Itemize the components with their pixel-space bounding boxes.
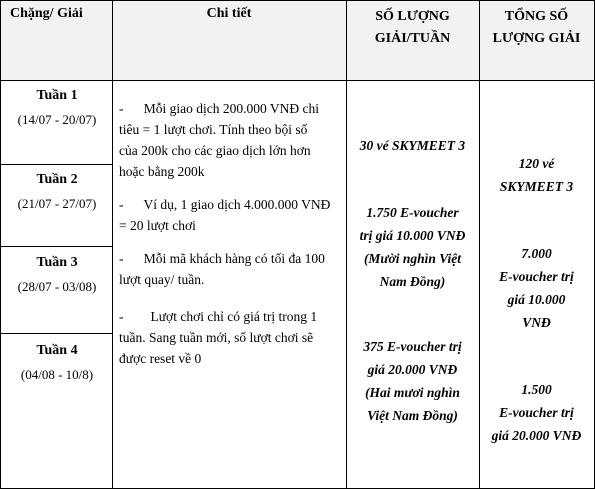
total-tickets-line2: SKYMEET 3 [499, 179, 574, 194]
detail-p3-line1: - Mỗi mã khách hàng có tối đa 100 [119, 251, 325, 266]
per-week-voucher10k-line4: Nam Đồng) [379, 274, 446, 289]
detail-p1-line2: tiêu = 1 lượt chơi. Tính theo bội số [119, 122, 308, 137]
border-week-sep1 [0, 164, 113, 165]
border-col2 [346, 0, 347, 489]
week-1-cell [2, 88, 112, 128]
header-per-week-line2: GIẢI/TUẦN [374, 31, 451, 46]
week-4-dates: (04/08 - 10/8) [20, 367, 94, 382]
border-week-sep3 [0, 333, 113, 334]
border-col1 [112, 0, 113, 489]
per-week-voucher10k-line1: 1.750 E-voucher [366, 205, 459, 220]
week-2-dates: (21/07 - 27/07) [17, 196, 97, 211]
detail-p4-line2: tuần. Sang tuần mới, số lượt chơi sẽ [119, 330, 314, 345]
total-voucher10k-line1: 7.000 [521, 246, 552, 261]
per-week-voucher10k-line2: trị giá 10.000 VNĐ [359, 228, 466, 243]
week-1-dates: (14/07 - 20/07) [17, 112, 97, 127]
per-week-voucher20k-line4: Việt Nam Đồng) [367, 408, 458, 423]
header-total-line1: TỔNG SỐ [504, 9, 569, 24]
detail-p4-line1: - Lượt chơi chỉ có giá trị trong 1 [119, 309, 318, 324]
total-voucher20k-line2: E-voucher trị [499, 405, 574, 420]
border-bottom [0, 488, 595, 489]
week-4-title: Tuần 4 [36, 343, 78, 358]
total-voucher10k-line2: E-voucher trị [499, 269, 574, 284]
detail-p3-line2: lượt quay/ tuần. [119, 272, 205, 287]
detail-p1-line4: hoặc bằng 200k [119, 164, 205, 179]
week-1-title: Tuần 1 [36, 88, 78, 103]
header-per-week [346, 6, 479, 50]
detail-p4-line3: được reset về 0 [119, 351, 202, 366]
border-left [0, 0, 1, 489]
per-week-voucher10k-line3: (Mười nghìn Việt [363, 251, 462, 266]
detail-p1-line3: của 200k cho các giao dịch lớn hơn [119, 143, 311, 158]
header-stage-prize-text: Chặng/ Giải [10, 6, 83, 21]
total-voucher10k-line4: VNĐ [522, 315, 551, 330]
header-detail-text: Chi tiết [206, 6, 252, 21]
header-total-line2: LƯỢNG GIẢI [492, 31, 581, 46]
week-2-title: Tuần 2 [36, 172, 78, 187]
per-week-voucher20k-line1: 375 E-voucher trị [363, 339, 462, 354]
week-4-cell [2, 343, 112, 383]
detail-cell [119, 98, 341, 369]
week-3-dates: (28/07 - 03/08) [17, 279, 97, 294]
total-voucher10k-line3: giá 10.000 [507, 292, 566, 307]
total-voucher20k-line3: giá 20.000 VNĐ [491, 428, 582, 443]
border-header-gap [112, 80, 595, 81]
total-voucher20k-line1: 1.500 [521, 382, 552, 397]
week-3-cell [2, 255, 112, 295]
total-cell [479, 152, 594, 447]
detail-p2-line2: = 20 lượt chơi [119, 218, 196, 233]
detail-p2-line1: - Ví dụ, 1 giao dịch 4.000.000 VNĐ [119, 197, 331, 212]
header-total [479, 6, 594, 50]
border-top [0, 0, 595, 1]
per-week-voucher20k-line3: (Hai mươi nghìn [365, 385, 460, 400]
header-stage-prize [2, 6, 112, 22]
border-week-sep2 [0, 246, 113, 247]
per-week-tickets: 30 vé SKYMEET 3 [359, 138, 466, 153]
total-tickets-line1: 120 vé [518, 156, 555, 171]
per-week-cell [346, 134, 479, 427]
week-2-cell [2, 172, 112, 212]
per-week-voucher20k-line2: giá 20.000 VNĐ [367, 362, 458, 377]
detail-p1-line1: - Mỗi giao dịch 200.000 VNĐ chi [119, 101, 319, 116]
header-per-week-line1: SỐ LƯỢNG [375, 9, 450, 24]
week-3-title: Tuần 3 [36, 255, 78, 270]
border-col3 [479, 0, 480, 489]
header-detail [112, 6, 346, 22]
